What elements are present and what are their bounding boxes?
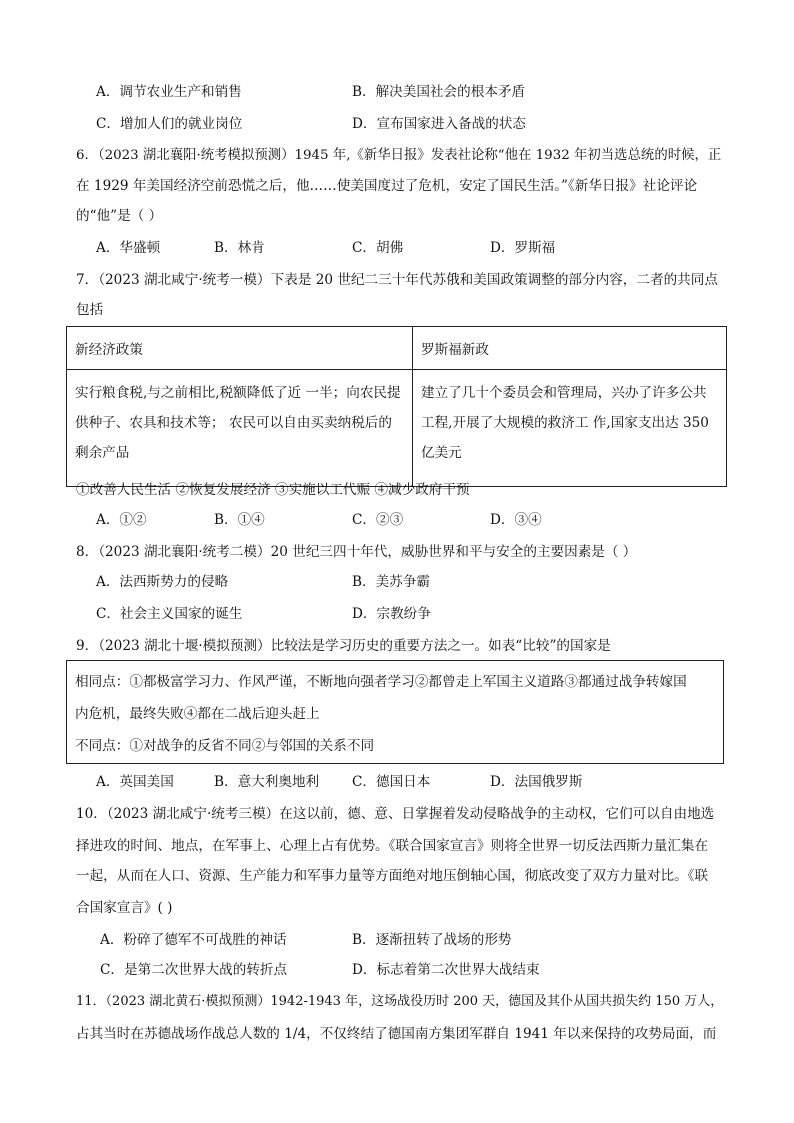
q10-option-a[interactable]: A．粉碎了德军不可战胜的神话 — [100, 932, 287, 948]
q5-option-a[interactable]: A．调节农业生产和销售 — [96, 84, 242, 100]
q6-stem-line-3: 的“他”是（ ） — [76, 208, 163, 224]
q8-option-b[interactable]: B．美苏争霸 — [352, 574, 430, 590]
q6-option-a[interactable]: A．华盛顿 — [96, 240, 161, 256]
q9-box-line-3: 不同点：①对战争的反省不同②与邻国的关系不同 — [75, 738, 375, 754]
q9-option-b[interactable]: B．意大利奥地利 — [214, 774, 320, 790]
q9-option-c[interactable]: C．德国日本 — [352, 774, 431, 790]
q7-statements: ①改善人民生活 ②恢复发展经济 ③实施以工代赈 ④减少政府干预 — [76, 482, 470, 498]
q9-stem: 9．（2023 湖北十堰·模拟预测）比较法是学习历史的重要方法之一。如表“比较”的国家是 — [76, 638, 611, 654]
q10-stem-line-3: 一起，从而在人口、资源、生产能力和军事力量等方面绝对地压倒轴心国，彻底改变了双方力量对比。《联 — [76, 868, 709, 884]
q8-option-a[interactable]: A．法西斯势力的侵略 — [96, 574, 229, 590]
q7-table-header-nep: 新经济政策 — [67, 327, 413, 370]
q9-comparison-box — [66, 660, 724, 764]
q7-option-d[interactable]: D．③④ — [490, 512, 542, 528]
q6-option-b[interactable]: B．林肯 — [214, 240, 265, 256]
q7-option-c[interactable]: C．②③ — [352, 512, 404, 528]
q10-option-b[interactable]: B．逐渐扭转了战场的形势 — [352, 932, 512, 948]
q9-box-line-2: 内危机，最终失败④都在二战后迎头赶上 — [75, 706, 320, 722]
q7-stem-line-1: 7．（2023 湖北咸宁·统考一模）下表是 20 世纪二三十年代苏俄和美国政策调整的部分内容，二者的共同点 — [76, 272, 718, 288]
q7-option-b[interactable]: B．①④ — [214, 512, 265, 528]
q7-table-cell-nep: 实行粮食税,与之前相比,税额降低了近 一半；向农民提供种子、农具和技术等； 农民可以自由买卖纳税后的剩余产品 — [67, 370, 413, 487]
q5-option-b[interactable]: B．解决美国社会的根本矛盾 — [352, 84, 526, 100]
q9-option-a[interactable]: A．英国美国 — [96, 774, 174, 790]
q11-stem-line-1: 11．（2023 湖北黄石·模拟预测）1942-1943 年，这场战役历时 200 天，德国及其仆从国共损失约 150 万人， — [76, 994, 724, 1009]
q8-option-d[interactable]: D．宗教纷争 — [352, 606, 431, 622]
q6-stem-line-2: 在 1929 年美国经济空前恐慌之后，他……使美国度过了危机，安定了国民生活。”《新华日报》社论评论 — [76, 178, 698, 194]
q10-stem-line-1: 10．（2023 湖北咸宁·统考三模）在这以前，德、意、日掌握着发动侵略战争的主动权，它们可以自由地选 — [76, 806, 715, 822]
q9-option-d[interactable]: D．法国俄罗斯 — [490, 774, 583, 790]
q10-stem-line-2: 择进攻的时间、地点，在军事上、心理上占有优势。《联合国家宣言》则将全世界一切反法西斯力量汇集在 — [76, 838, 709, 854]
q7-stem-line-2: 包括 — [76, 302, 104, 318]
q9-box-line-1: 相同点：①都极富学习力、作风严谨，不断地向强者学习②都曾走上军国主义道路③都通过战争转嫁国 — [75, 674, 687, 690]
q7-option-a[interactable]: A．①② — [96, 512, 147, 528]
q7-table-cell-new-deal: 建立了几十个委员会和管理局，兴办了许多公共工程,开展了大规模的救济工 作,国家支出达 350 亿美元 — [413, 370, 727, 487]
q8-stem: 8．（2023 湖北襄阳·统考二模）20 世纪三四十年代，威胁世界和平与安全的主要因素是（ ） — [76, 544, 637, 560]
q6-option-c[interactable]: C．胡佛 — [352, 240, 404, 256]
q5-option-c[interactable]: C．增加人们的就业岗位 — [96, 116, 243, 132]
q10-stem-line-4: 合国家宣言》( ) — [76, 900, 173, 916]
q10-option-d[interactable]: D．标志着第二次世界大战结束 — [352, 962, 540, 978]
q7-table-header-new-deal: 罗斯福新政 — [413, 327, 727, 370]
q11-stem-line-2: 占其当时在苏德战场作战总人数的 1/4，不仅终结了德国南方集团军群自 1941 年以来保持的攻势局面，而 — [76, 1026, 717, 1042]
q6-stem-line-1: 6．（2023 湖北襄阳·统考模拟预测）1945 年,《新华日报》发表社论称“他在 1932 年初当选总统的时候，正 — [76, 148, 722, 163]
q5-option-d[interactable]: D．宣布国家进入备战的状态 — [352, 116, 527, 132]
q6-option-d[interactable]: D．罗斯福 — [490, 240, 556, 256]
q7-policy-table — [66, 326, 727, 487]
q10-option-c[interactable]: C．是第二次世界大战的转折点 — [100, 962, 288, 978]
q8-option-c[interactable]: C．社会主义国家的诞生 — [96, 606, 243, 622]
